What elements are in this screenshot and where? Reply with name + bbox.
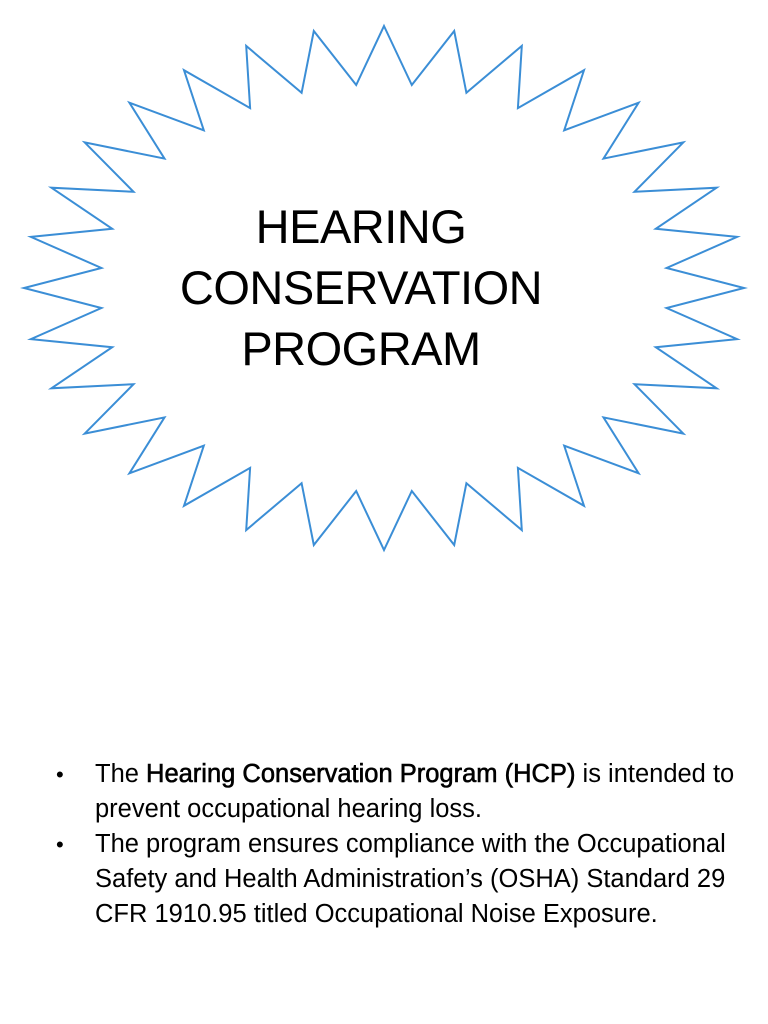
- bullet-2-text: The program ensures compliance with the Occupational Safety and Health Administration’s (OSHA) Standard 29 CFR 1910.95 titled Occupational Noise Exposure.: [95, 830, 726, 928]
- bullet-icon: •: [56, 762, 64, 787]
- title-line-1: HEARING: [255, 200, 467, 253]
- title-line-2: CONSERVATION: [179, 261, 543, 314]
- page-title: [134, 196, 588, 379]
- bullet-1-suffix: is intended to prevent occupational hearing loss.: [95, 760, 735, 823]
- list-item: [52, 827, 752, 932]
- bullet-list: [52, 757, 752, 932]
- list-item: [52, 757, 752, 827]
- bullet-icon: •: [56, 832, 64, 857]
- title-line-3: PROGRAM: [241, 322, 481, 375]
- bullet-1-prefix: The: [95, 760, 147, 788]
- bullet-1-emphasis: Hearing Conservation Program (HCP): [146, 760, 576, 788]
